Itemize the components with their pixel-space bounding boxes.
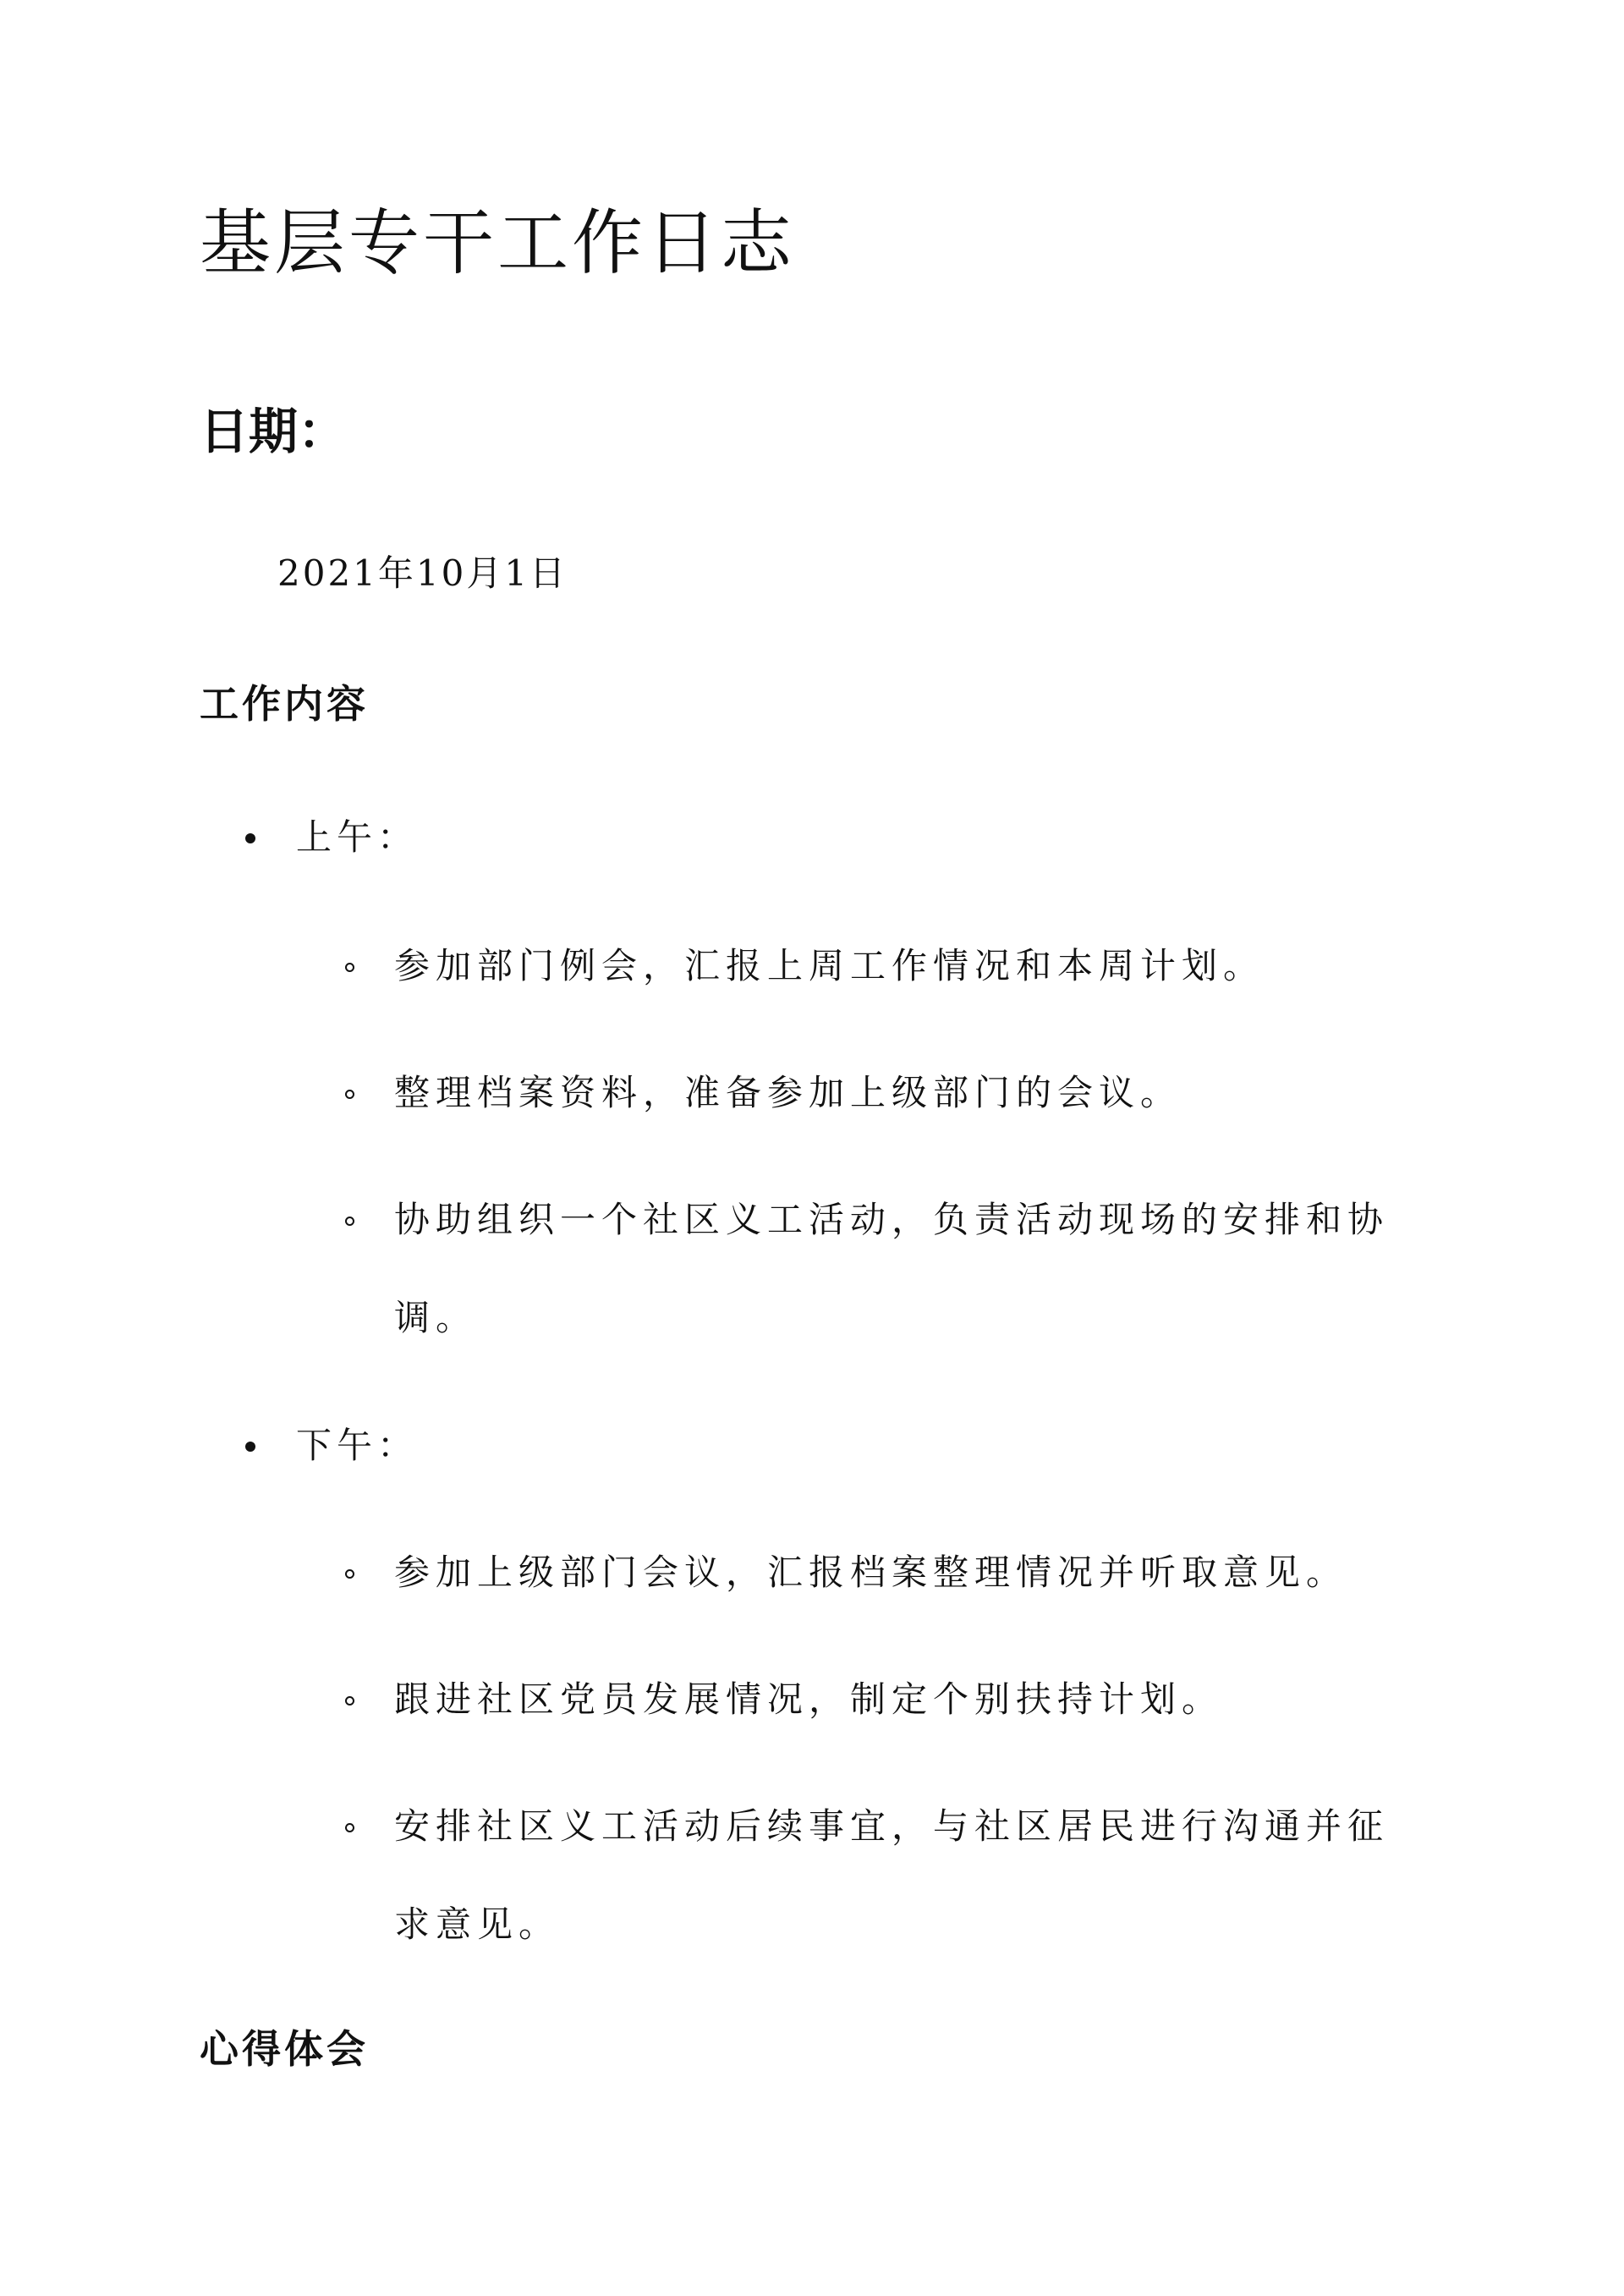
morning-item-text: 整理档案资料，准备参加上级部门的会议。	[394, 1072, 1182, 1113]
afternoon-item-text: 安排社区义工活动后续事宜，与社区居民进行沟通并征求意见。	[394, 1805, 1390, 1945]
morning-label: 上午：	[296, 816, 419, 858]
afternoon-item-text: 跟进社区党员发展情况，制定个别扶持计划。	[394, 1678, 1224, 1720]
date-value: 2021年10月1日	[277, 552, 568, 594]
hollow-bullet-icon	[345, 1217, 354, 1226]
hollow-bullet-icon	[345, 1696, 354, 1706]
bullet-icon	[245, 1442, 255, 1452]
morning-item-text: 协助组织一个社区义工活动，负责活动现场的安排和协调。	[394, 1199, 1390, 1338]
document-title: 基层专干工作日志	[200, 201, 796, 284]
date-heading: 日期：	[200, 403, 348, 460]
afternoon-item-text: 参加上级部门会议，汇报档案整理情况并听取意见。	[394, 1552, 1348, 1593]
reflection-heading: 心得体会	[200, 2026, 369, 2072]
morning-item-text: 参加部门例会，汇报上周工作情况和本周计划。	[394, 945, 1265, 986]
hollow-bullet-icon	[345, 1090, 354, 1099]
afternoon-label: 下午：	[296, 1425, 419, 1466]
bullet-icon	[245, 833, 255, 843]
hollow-bullet-icon	[345, 1823, 354, 1832]
work-content-heading: 工作内容	[200, 681, 369, 727]
hollow-bullet-icon	[345, 963, 354, 972]
hollow-bullet-icon	[345, 1569, 354, 1579]
